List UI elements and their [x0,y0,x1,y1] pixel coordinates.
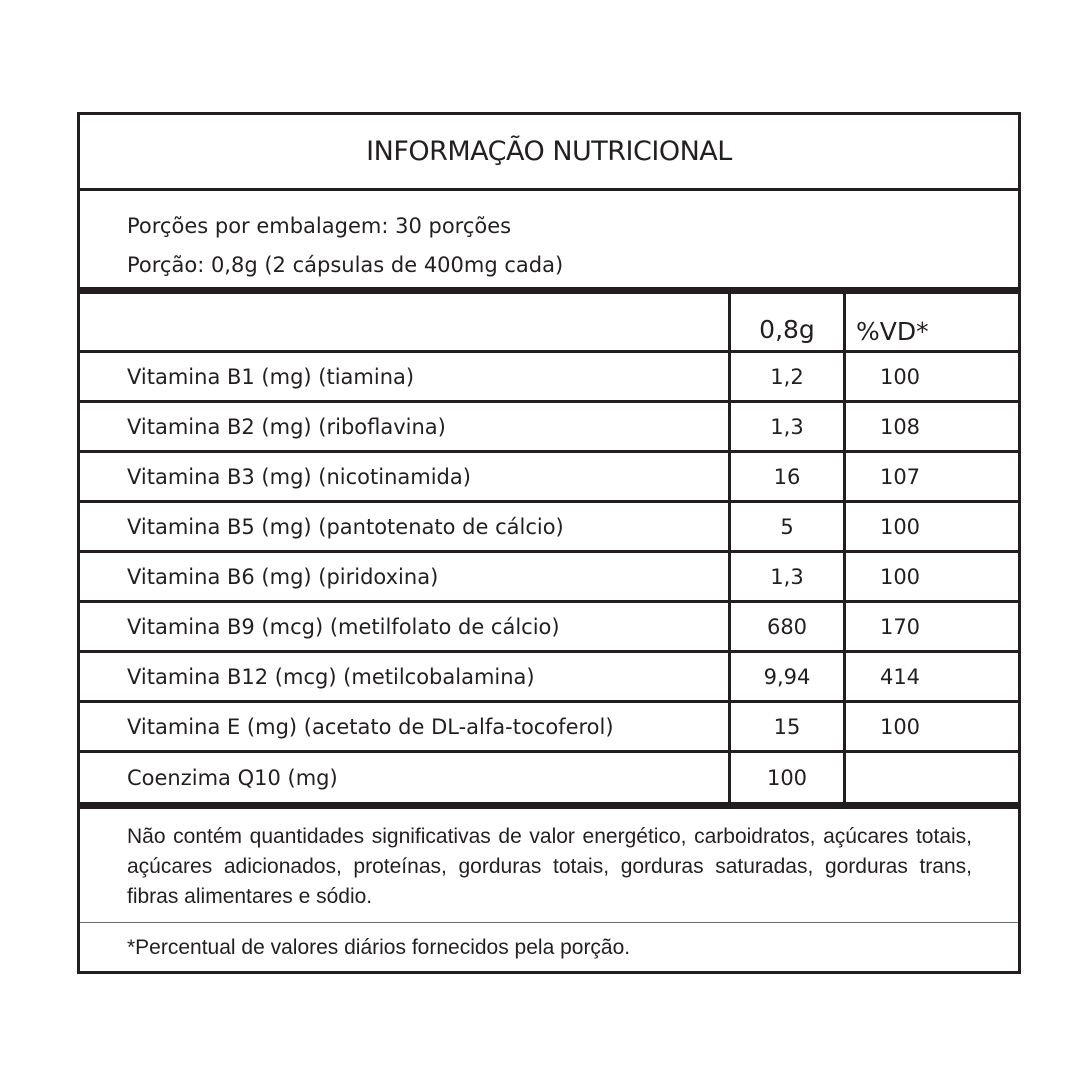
table-row [80,453,1018,503]
column-header-amount: 0,8g [759,314,815,344]
nutrient-daily-value: 100 [879,564,921,589]
table-row [80,353,1018,403]
nutrient-name: Vitamina B6 (mg) (piridoxina) [127,564,439,589]
nutrient-amount: 680 [766,614,808,639]
nutrient-daily-value: 108 [879,414,921,439]
nutrient-daily-value: 107 [879,464,921,489]
nutrient-amount: 1,2 [770,364,804,389]
disclaimer-note: Não contém quantidades significativas de valor energético, carboidratos, açúcares totais, açúcares adicionados, proteínas, gorduras totais, gorduras saturadas, gorduras trans, fibras alimentares e sódio. [127,825,972,908]
table-title: INFORMAÇÃO NUTRICIONAL [80,115,1018,191]
nutrient-name: Coenzima Q10 (mg) [127,766,338,790]
table-row [80,503,1018,553]
nutrient-name: Vitamina B1 (mg) (tiamina) [127,364,415,389]
nutrient-amount: 9,94 [763,664,811,689]
nutrient-name: Vitamina B9 (mcg) (metilfolato de cálcio) [127,614,560,639]
servings-per-package: Porções por embalagem: 30 porções [127,214,512,238]
table-row [80,603,1018,653]
table-row [80,553,1018,603]
nutrient-daily-value: 100 [879,514,921,539]
nutrient-daily-value: 170 [879,614,921,639]
nutrition-facts-table [77,112,1021,974]
table-row [80,703,1018,753]
nutrient-amount: 16 [773,464,801,489]
serving-size: Porção: 0,8g (2 cápsulas de 400mg cada) [127,253,564,277]
nutrient-amount: 1,3 [770,414,804,439]
nutrient-amount: 5 [780,514,794,539]
nutrient-amount: 15 [773,714,801,739]
nutrient-name: Vitamina B12 (mcg) (metilcobalamina) [127,664,535,689]
column-header-dv: %VD* [856,316,929,346]
nutrient-daily-value: 100 [879,364,921,389]
footnote: *Percentual de valores diários fornecidos pela porção. [127,936,631,959]
nutrient-amount: 100 [766,766,808,790]
nutrient-daily-value: 100 [879,714,921,739]
table-row [80,403,1018,453]
nutrient-daily-value [846,753,954,803]
header-thick-divider [80,287,1018,294]
footnote-divider [80,922,1018,923]
nutrient-daily-value: 414 [879,664,921,689]
nutrient-name: Vitamina E (mg) (acetato de DL-alfa-tocoferol) [127,714,614,739]
footer-thick-divider [80,802,1018,809]
table-row [80,653,1018,703]
nutrient-name: Vitamina B5 (mg) (pantotenato de cálcio) [127,514,564,539]
nutrient-amount: 1,3 [770,564,804,589]
serving-info [127,207,563,285]
nutrient-name: Vitamina B2 (mg) (riboflavina) [127,414,446,439]
nutrient-name: Vitamina B3 (mg) (nicotinamida) [127,464,471,489]
table-row [80,753,1018,803]
